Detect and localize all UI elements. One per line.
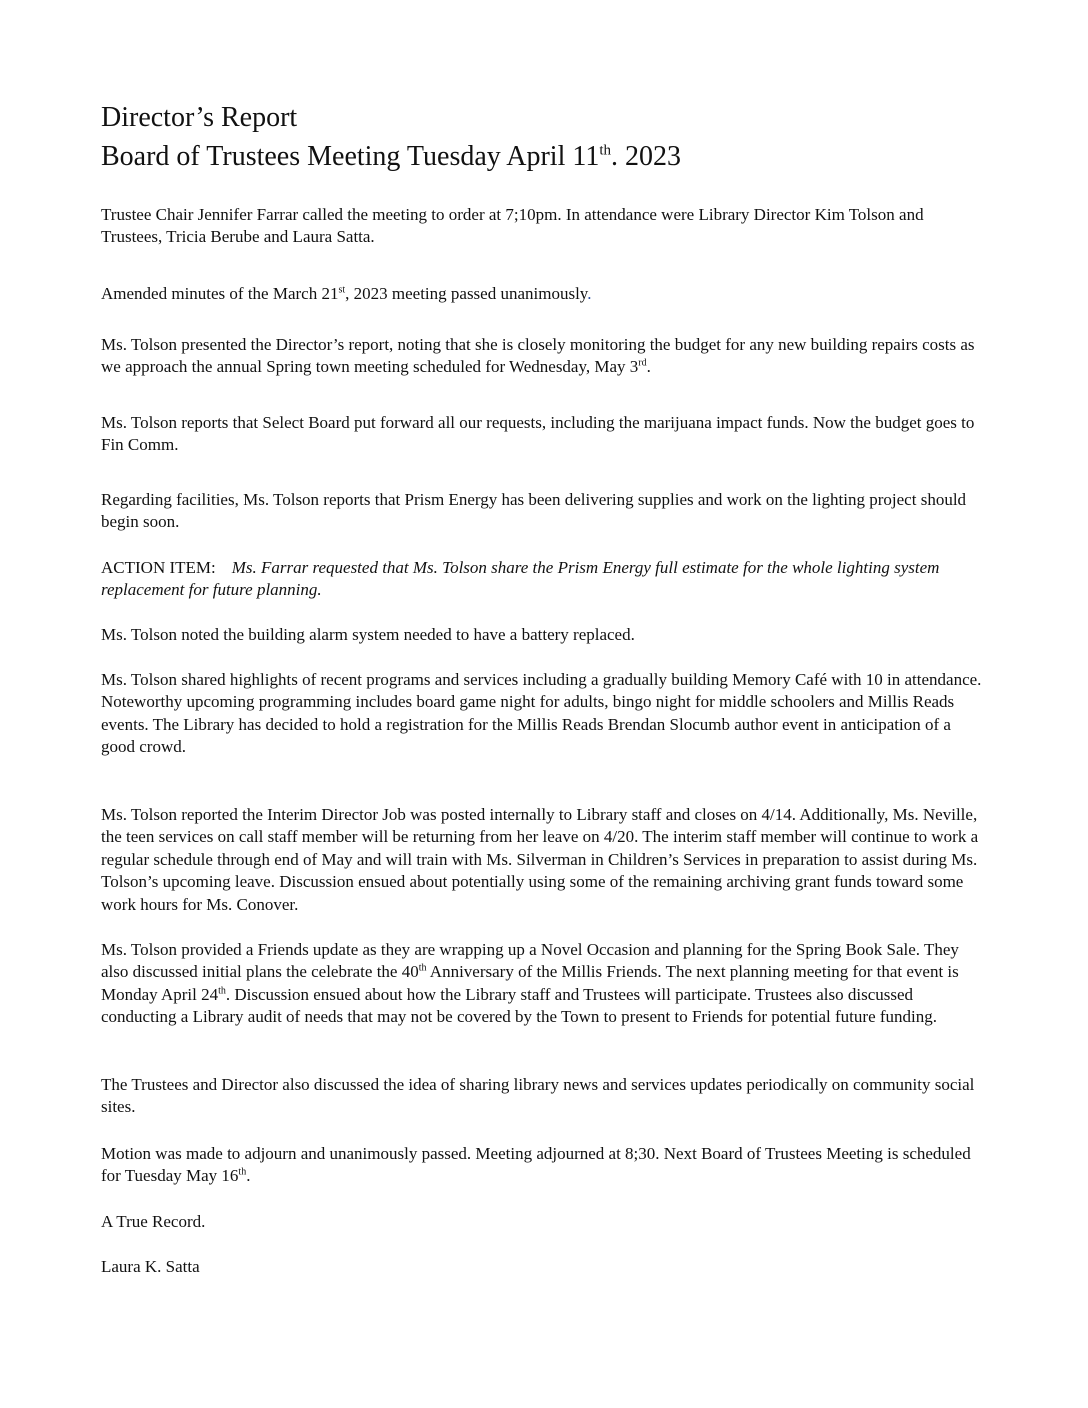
report-title <box>101 102 297 134</box>
meeting-title-ordinal: th <box>599 142 611 159</box>
true-record-line: A True Record. <box>101 1212 206 1231</box>
minutes-text: Amended minutes of the March 21 <box>101 284 339 303</box>
paragraph-interim-director: Ms. Tolson reported the Interim Director Job was posted internally to Library staff and closes on 4/14. Additionally, Ms. Neville, the teen services on call staff member will be returning from her leave on 4/20. The interim staff member will continue to work a regular schedule through end of May and will train with Ms. Silverman in Children’s Services in preparation to assist during Ms. Tolson’s upcoming leave. Discussion ensued about potentially using some of the remaining archiving grant funds toward some work hours for Ms. Conover. <box>101 805 979 914</box>
paragraph-adjourn <box>101 1143 987 1188</box>
paragraph-programs: Ms. Tolson shared highlights of recent programs and services including a gradually building Memory Café with 10 in attendance. Noteworthy upcoming programming includes board game night for adults, bingo night for middle schoolers and Millis Reads events. The Library has decided to hold a registration for the Millis Reads Brendan Slocumb author event in anticipation of a good crowd. <box>101 670 982 757</box>
paragraph-opening: Trustee Chair Jennifer Farrar called the meeting to order at 7;10pm. In attendance were Library Director Kim Tolson and Trustees, Tricia Berube and Laura Satta. <box>101 205 924 247</box>
paragraph-facilities: Regarding facilities, Ms. Tolson reports that Prism Energy has been delivering supplies and work on the lighting project should begin soon. <box>101 490 967 532</box>
paragraph-action-item <box>101 557 987 602</box>
friends-text-mid: Anniversary of the Millis Friends. The next planning meeting for that event is Monday April 24 <box>101 962 959 1004</box>
meeting-title-year: . 2023 <box>610 141 681 172</box>
signature-name: Laura K. Satta <box>101 1257 200 1276</box>
paragraph-directors-report <box>101 334 987 379</box>
report-text: Ms. Tolson presented the Director’s report, noting that she is closely monitoring the budget for any new building repairs costs as we approach the annual Spring town meeting scheduled for Wednesday, May 3 <box>101 335 975 377</box>
friends-ordinal-1: th <box>418 962 427 974</box>
adjourn-period: . <box>246 1166 251 1186</box>
report-title-text: Director’s Report <box>101 102 298 133</box>
paragraph-friends-update <box>101 939 987 1029</box>
paragraph-social-sites: The Trustees and Director also discussed the idea of sharing library news and services updates periodically on community social sites. <box>101 1075 975 1117</box>
action-item-text: Ms. Farrar requested that Ms. Tolson share the Prism Energy full estimate for the whole lighting system replacement for future planning. <box>101 558 940 600</box>
friends-text: Ms. Tolson provided a Friends update as they are wrapping up a Novel Occasion and planning for the Spring Book Sale. They also discussed initial plans the celebrate the 40 <box>101 940 959 982</box>
minutes-ordinal: st <box>338 284 346 296</box>
adjourn-text: Motion was made to adjourn and unanimously passed. Meeting adjourned at 8;30. Next Board of Trustees Meeting is scheduled for Tuesday May 16 <box>101 1144 971 1186</box>
paragraph-select-board: Ms. Tolson reports that Select Board put forward all our requests, including the marijuana impact funds. Now the budget goes to Fin Comm. <box>101 413 975 455</box>
action-item-label: ACTION ITEM: <box>101 558 216 577</box>
friends-ordinal-2: th <box>218 985 226 997</box>
report-ordinal: rd <box>638 357 647 369</box>
minutes-period: . <box>587 284 592 303</box>
paragraph-alarm: Ms. Tolson noted the building alarm system needed to have a battery replaced. <box>101 625 635 644</box>
meeting-title-text: Board of Trustees Meeting Tuesday April 11 <box>101 141 600 172</box>
paragraph-minutes <box>101 283 987 305</box>
meeting-title <box>101 141 681 173</box>
adjourn-ordinal: th <box>238 1166 247 1178</box>
friends-text-end: . Discussion ensued about how the Library staff and Trustees will participate. Trustees also discussed conducting a Library audit of needs that may not be covered by the Town to present to Friends for potential future funding. <box>101 984 937 1027</box>
minutes-text-end: , 2023 meeting passed unanimously <box>345 284 588 303</box>
report-period: . <box>646 357 651 377</box>
